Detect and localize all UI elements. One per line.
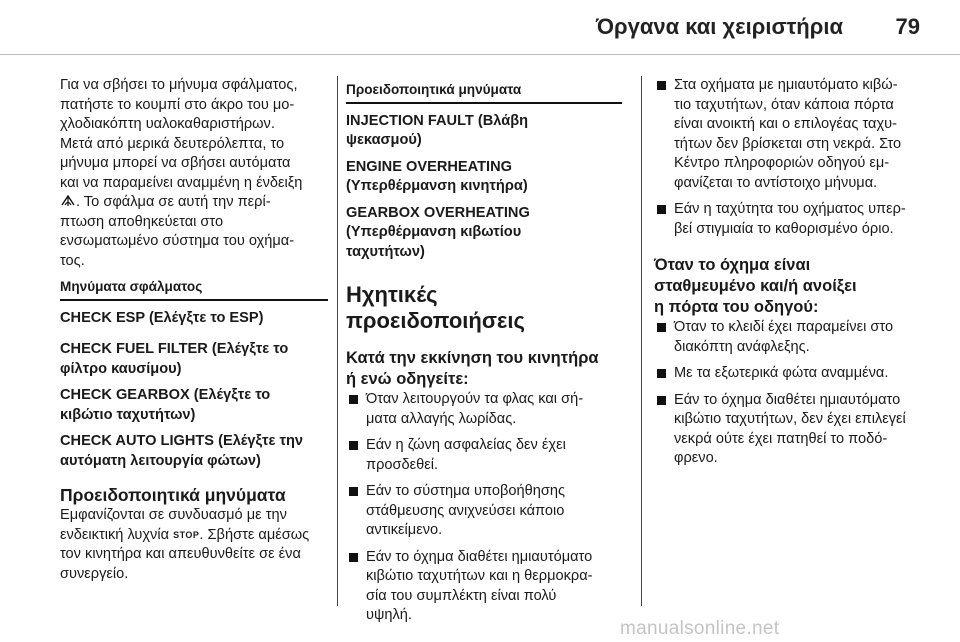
bullet-icon: [349, 395, 358, 404]
engine-start-heading: Κατά την εκκίνηση του κινητήρα ή ενώ οδηγείτε:: [346, 349, 599, 388]
fault-messages-heading: Μηνύματα σφάλματος: [60, 277, 328, 301]
warning-message: GEARBOX OVERHEATING (Υπερθέρμανση κιβωτίου ταχυτήτων): [346, 204, 530, 260]
list-item: Εάν το σύστημα υποβοήθησης στάθμευσης ανιχνεύσει κάποιο αντικείμενο.: [346, 482, 622, 541]
top-list: [654, 76, 936, 239]
warning-messages-heading: Προειδοποιητικά μηνύματα: [60, 485, 286, 505]
engine-start-list: [346, 390, 622, 626]
acoustic-warnings-heading: Ηχητικές προειδοποιήσεις: [346, 282, 525, 333]
list-item: Εάν το όχημα διαθέτει ημιαυτόματο κιβώτιο ταχυτήτων, δεν έχει επιλεγεί νεκρά ούτε έχει πατηθεί το ποδό- φρενο.: [654, 391, 936, 469]
warning-message: INJECTION FAULT (Βλάβη ψεκασμού): [346, 112, 529, 148]
list-item: Εάν το όχημα διαθέτει ημιαυτόματο κιβώτιο ταχυτήτων και η θερμοκρα- σία του συμπλέκτη είναι πολύ υψηλή.: [346, 548, 622, 626]
bullet-icon: [349, 553, 358, 562]
column-2: [346, 76, 622, 633]
parked-list: [654, 318, 936, 469]
fault-message: CHECK FUEL FILTER (Ελέγξτε το φίλτρο καυσίμου): [60, 341, 289, 377]
parked-vehicle-heading: Όταν το όχημα είναι σταθμευμένο και/ή ανοίξει η πόρτα του οδηγού:: [654, 256, 857, 316]
list-item: Με τα εξωτερικά φώτα αναμμένα.: [654, 364, 936, 384]
column-1: [60, 76, 328, 584]
list-item: Όταν το κλειδί έχει παραμείνει στο διακόπτη ανάφλεξης.: [654, 318, 936, 357]
page-number: 79: [895, 14, 920, 39]
bullet-icon: [657, 369, 666, 378]
bullet-icon: [657, 205, 666, 214]
wiper-icon: [60, 194, 76, 208]
intro-paragraph: Για να σβήσει το μήνυμα σφάλματος, πατήστε το κουμπί στο άκρο του μο- χλοδιακόπτη υαλοκαθαριστήρων. Μετά από μερικά δευτερόλεπτα, το μήνυμα μπορεί να σβήσει αυτόματα και να παραμείνει αναμμένη η ένδειξη . Το σφάλμα σε αυτή την περί- πτωση αποθηκεύεται στο ενσωματωμένο σύστημα του οχήμα- τος.: [60, 77, 303, 269]
fault-message: CHECK ESP (Ελέγξτε το ESP): [60, 309, 264, 326]
list-item: Στα οχήματα με ημιαυτόματο κιβώ- τιο ταχυτήτων, όταν κάποια πόρτα είναι ανοικτή και ο επιλογέας ταχυ- τήτων δεν βρίσκεται στη νεκρά. Στο Κέντρο πληροφοριών οδηγού εμ- φανίζεται το αντίστοιχο μήνυμα.: [654, 76, 936, 193]
bullet-icon: [657, 396, 666, 405]
fault-message: CHECK GEARBOX (Ελέγξτε το κιβώτιο ταχυτήτων): [60, 387, 271, 423]
bullet-icon: [349, 441, 358, 450]
bullet-icon: [349, 487, 358, 496]
page-title: Όργανα και χειριστήρια: [595, 14, 843, 39]
fault-message: CHECK AUTO LIGHTS (Ελέγξτε την αυτόματη λειτουργία φώτων): [60, 433, 304, 469]
column-divider-2: [641, 76, 642, 606]
bullet-icon: [657, 323, 666, 332]
column-divider-1: [337, 76, 338, 606]
warning-paragraph: Εμφανίζονται σε συνδυασμό με την ενδεικτική λυχνία STOP. Σβήστε αμέσως τον κινητήρα και απευθυνθείτε σε ένα συνεργείο.: [60, 507, 310, 582]
list-item: Εάν η ταχύτητα του οχήματος υπερ- βεί στιγμιαία το καθορισμένο όριο.: [654, 200, 936, 239]
header-divider: [0, 54, 960, 55]
stop-icon: STOP: [173, 529, 200, 540]
warning-messages-subheading: Προειδοποιητικά μηνύματα: [346, 80, 622, 104]
bullet-icon: [657, 81, 666, 90]
list-item: Εάν η ζώνη ασφαλείας δεν έχει προσδεθεί.: [346, 436, 622, 475]
column-3: [654, 76, 936, 476]
watermark: manualsonline.net: [620, 618, 780, 639]
list-item: Όταν λειτουργούν τα φλας και σή- ματα αλλαγής λωρίδας.: [346, 390, 622, 429]
warning-message: ENGINE OVERHEATING (Υπερθέρμανση κινητήρα): [346, 158, 528, 194]
